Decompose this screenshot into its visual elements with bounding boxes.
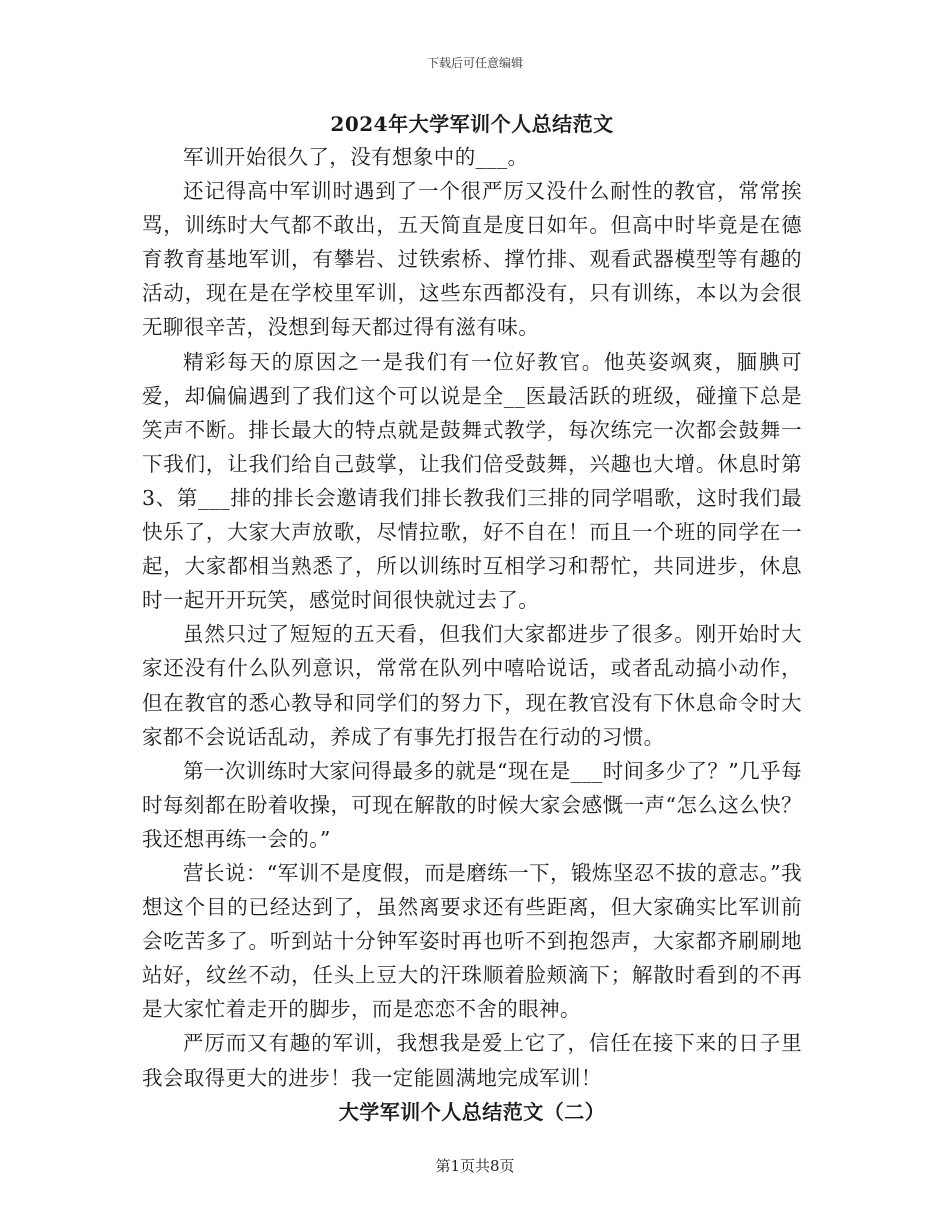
- paragraph: 还记得高中军训时遇到了一个很严厉又没什么耐性的教官，常常挨骂，训练时大气都不敢出，五天简直是度日如年。但高中时毕竟是在德育教育基地军训，有攀岩、过铁索桥、撑竹排、观看武器模型等有趣的活动，现在是在学校里军训，这些东西都没有，只有训练，本以为会很无聊很辛苦，没想到每天都过得有滋有味。: [142, 179, 802, 340]
- page-header-note: 下载后可任意编辑: [426, 56, 523, 70]
- paragraph: 精彩每天的原因之一是我们有一位好教官。他英姿飒爽，腼腆可爱，却偏偏遇到了我们这个可以说是全__医最活跃的班级，碰撞下总是笑声不断。排长最大的特点就是鼓舞式教学，每次练完一次都会鼓舞一下我们，让我们给自己鼓掌，让我们倍受鼓舞，兴趣也大增。休息时第3、第___排的排长会邀请我们排长教我们三排的同学唱歌，这时我们最快乐了，大家大声放歌，尽情拉歌，好不自在！而且一个班的同学在一起，大家都相当熟悉了，所以训练时互相学习和帮忙，共同进步，休息时一起开开玩笑，感觉时间很快就过去了。: [142, 349, 802, 613]
- paragraph: 军训开始很久了，没有想象中的___。: [183, 145, 529, 169]
- section-title: 大学军训个人总结范文（二）: [338, 1099, 606, 1124]
- paragraph: 虽然只过了短短的五天看，但我们大家都进步了很多。刚开始时大家还没有什么队列意识，常常在队列中嘻哈说话，或者乱动搞小动作，但在教官的悉心教导和同学们的努力下，现在教官没有下休息命令时大家都不会说话乱动，养成了有事先打报告在行动的习惯。: [142, 622, 802, 749]
- paragraph: 严厉而又有趣的军训，我想我是爱上它了，信任在接下来的日子里我会取得更大的进步！我一定能圆满地完成军训！: [142, 1031, 802, 1090]
- document-body: [142, 108, 802, 1129]
- paragraph: 第一次训练时大家问得最多的就是“现在是___时间多少了？”几乎每时每刻都在盼着收操，可现在解散的时候大家会感慨一声“怎么这么快？我还想再练一会的。”: [142, 758, 802, 851]
- page-number: 第1页共8页: [435, 1157, 515, 1175]
- document-title: 2024年大学军训个人总结范文: [330, 112, 614, 136]
- paragraph: 营长说：“军训不是度假，而是磨练一下，锻炼坚忍不拔的意志。”我想这个目的已经达到了，虽然离要求还有些距离，但大家确实比军训前会吃苦多了。听到站十分钟军姿时再也听不到抱怨声，大家都齐刷刷地站好，纹丝不动，任头上豆大的汗珠顺着脸颊滴下；解散时看到的不再是大家忙着走开的脚步，而是恋恋不舍的眼神。: [142, 860, 802, 1022]
